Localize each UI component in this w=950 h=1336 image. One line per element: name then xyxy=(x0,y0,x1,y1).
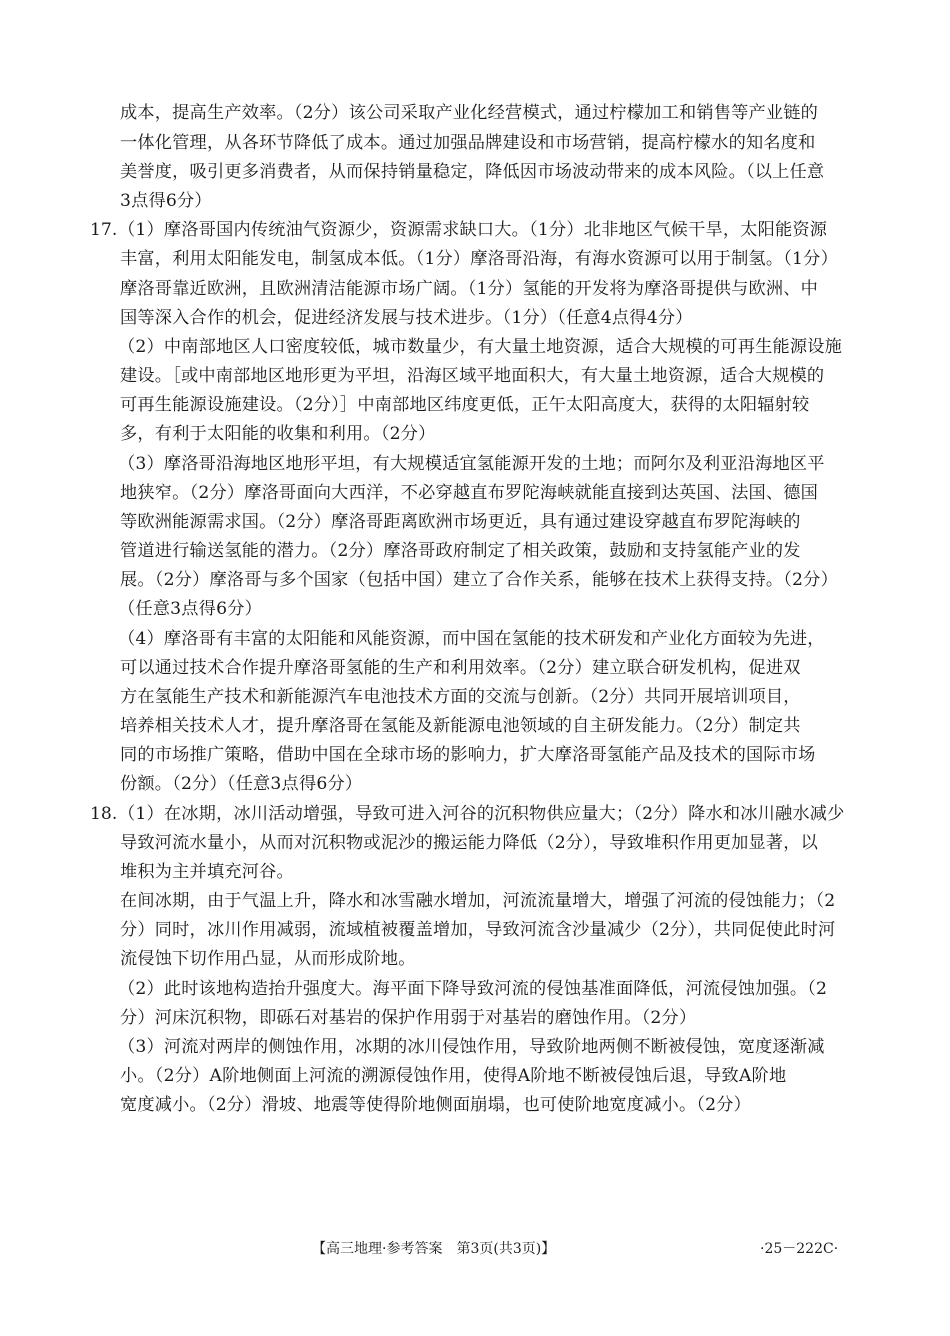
answer-line: 建设。［或中南部地区地形更为平坦，沿海区域平地面积大，有大量土地资源，适合大规模的 xyxy=(120,366,825,386)
answer-line: （1）摩洛哥国内传统油气资源少，资源需求缺口大。（1分）北非地区气候干旱，太阳能资源 xyxy=(118,220,828,240)
answer-line: 方在氢能生产技术和新能源汽车电池技术方面的交流与创新。（2分）共同开展培训项目， xyxy=(120,687,801,707)
answer-line: 3点得6分） xyxy=(120,191,212,211)
answer-line: 同的市场推广策略，借助中国在全球市场的影响力，扩大摩洛哥氢能产品及技术的国际市场 xyxy=(120,745,816,765)
answer-line: 多，有利于太阳能的收集和利用。（2分） xyxy=(120,424,436,444)
question-number-18: 18. xyxy=(90,804,118,824)
answer-line: （3）摩洛哥沿海地区地形平坦，有大规模适宜氢能源开发的土地；而阿尔及利亚沿海地区平 xyxy=(118,454,825,474)
answer-line: 成本，提高生产效率。（2分）该公司采取产业化经营模式，通过柠檬加工和销售等产业链的 xyxy=(120,103,819,123)
answer-line: （2）中南部地区人口密度较低，城市数量少，有大量土地资源，适合大规模的可再生能源设施 xyxy=(118,337,843,357)
answer-line: 培养相关技术人才，提升摩洛哥在氢能及新能源电池领域的自主研发能力。（2分）制定共 xyxy=(120,716,801,736)
answer-line: 分）同时，冰川作用减弱，流域植被覆盖增加，导致河流含沙量减少（2分），共同促使此时河 xyxy=(120,920,836,940)
answer-line: （3）河流对两岸的侧蚀作用，冰期的冰川侵蚀作用，导致阶地两侧不断被侵蚀，宽度逐渐减 xyxy=(118,1037,825,1057)
answer-line: 管道进行输送氢能的潜力。（2分）摩洛哥政府制定了相关政策，鼓励和支持氢能产业的发 xyxy=(120,541,801,561)
answer-line: 摩洛哥靠近欧洲，且欧洲清洁能源市场广阔。（1分）氢能的开发将为摩洛哥提供与欧洲、中 xyxy=(120,279,819,299)
answer-line: 导致河流水量小，从而对沉积物或泥沙的搬运能力降低（2分），导致堆积作用更加显著，以 xyxy=(120,833,819,853)
answer-line: 可再生能源设施建设。（2分）］中南部地区纬度更低，正午太阳高度大，获得的太阳辐射较 xyxy=(120,395,810,415)
answer-line: 在间冰期，由于气温上升，降水和冰雪融水增加，河流流量增大，增强了河流的侵蚀能力；（2 xyxy=(120,891,836,911)
footer-code: ·25－222C· xyxy=(760,1241,839,1257)
answer-line: 流侵蚀下切作用凸显，从而形成阶地。 xyxy=(120,949,416,969)
answer-line: 一体化管理，从各环节降低了成本。通过加强品牌建设和市场营销，提高柠檬水的知名度和 xyxy=(120,133,816,153)
footer-title: 【高三地理·参考答案 第3页(共3页)】 xyxy=(312,1241,556,1257)
answer-line: 堆积为主并填充河谷。 xyxy=(120,862,294,882)
answer-line: 地狭窄。（2分）摩洛哥面向大西洋，不必穿越直布罗陀海峡就能直接到达英国、法国、德国 xyxy=(120,483,819,503)
answer-line: 展。（2分）摩洛哥与多个国家（包括中国）建立了合作关系，能够在技术上获得支持。（2分） xyxy=(120,570,838,590)
answer-line: （任意3点得6分） xyxy=(118,599,262,619)
answer-line: （2）此时该地构造抬升强度大。海平面下降导致河流的侵蚀基准面降低，河流侵蚀加强。（2 xyxy=(118,979,828,999)
answer-line: 可以通过技术合作提升摩洛哥氢能的生产和利用效率。（2分）建立联合研发机构，促进双 xyxy=(120,658,801,678)
answer-line: 等欧洲能源需求国。（2分）摩洛哥距离欧洲市场更近，具有通过建设穿越直布罗陀海峡的 xyxy=(120,512,801,532)
answer-line: 份额。（2分）（任意3点得6分） xyxy=(120,774,363,794)
question-number-17: 17. xyxy=(90,220,118,240)
answer-line: （4）摩洛哥有丰富的太阳能和风能资源，而中国在氢能的技术研发和产业化方面较为先进， xyxy=(118,629,825,649)
answer-line: 国等深入合作的机会，促进经济发展与技术进步。（1分）（任意4点得4分） xyxy=(120,308,693,328)
answer-line: 分）河床沉积物，即砾石对基岩的保护作用弱于对基岩的磨蚀作用。（2分） xyxy=(120,1008,697,1028)
answer-line: （1）在冰期，冰川活动增强，导致可进入河谷的沉积物供应量大；（2分）降水和冰川融水减少 xyxy=(118,804,845,824)
answer-line: 美誉度，吸引更多消费者，从而保持销量稳定，降低因市场波动带来的成本风险。（以上任意 xyxy=(120,162,825,182)
answer-line: 丰富，利用太阳能发电，制氢成本低。（1分）摩洛哥沿海，有海水资源可以用于制氢。（1分） xyxy=(120,249,838,269)
answer-line: 小。（2分）A阶地侧面上河流的溯源侵蚀作用，使得A阶地不断被侵蚀后退，导致A阶地 xyxy=(120,1066,787,1086)
answer-line: 宽度减小。（2分）滑坡、地震等使得阶地侧面崩塌，也可使阶地宽度减小。（2分） xyxy=(120,1095,752,1115)
